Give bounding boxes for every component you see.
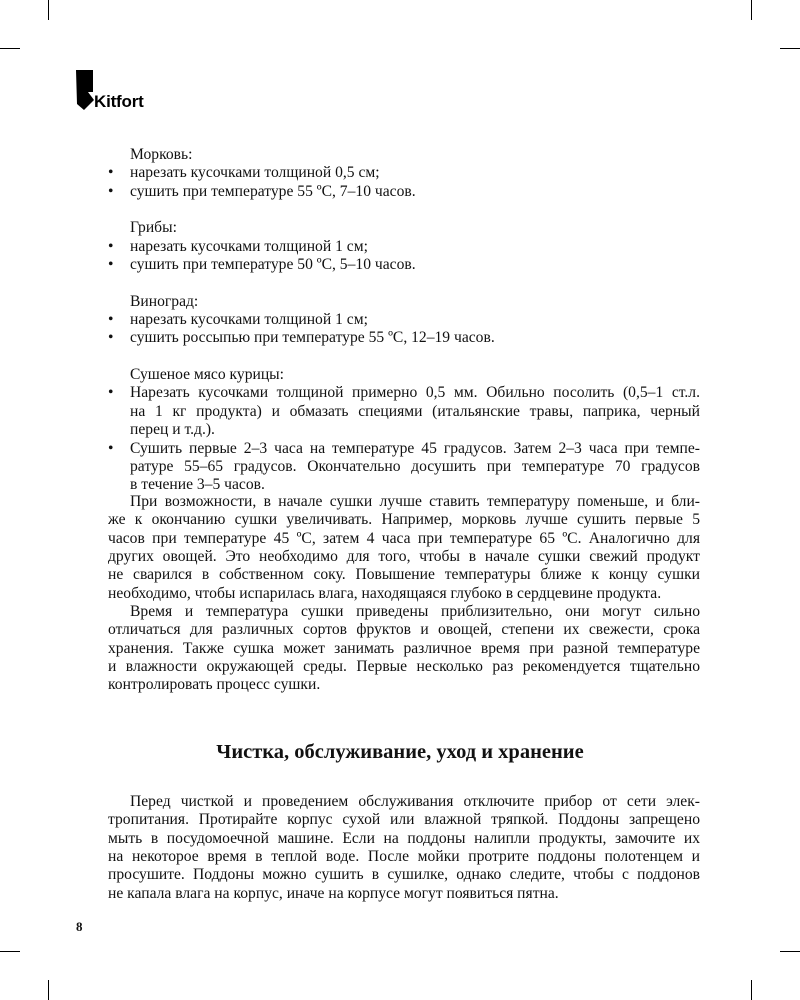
text-line: необходимо, чтобы испарилась влага, находящаяся глубоко в сердцевине продукта. <box>108 584 662 602</box>
text-line: Сушить первые 2–3 часа на температуре 45 градусов. Затем 2–3 часа при темпе- <box>130 439 700 457</box>
bullet-icon: • <box>108 384 114 402</box>
list-item <box>108 164 700 182</box>
bullet-icon: • <box>108 237 114 255</box>
list-item <box>108 384 700 439</box>
list-item <box>108 183 700 201</box>
brand-name: Kitfort <box>94 92 144 111</box>
list-item <box>108 440 700 495</box>
crop-mark <box>751 0 752 20</box>
crop-mark <box>0 951 20 952</box>
group-title: Морковь: <box>130 146 193 163</box>
text-line: на 1 кг продукта) и обмазать специями (итальянские травы, паприка, черный <box>130 402 700 420</box>
text-line: Время и температура сушки приведены приблизительно, они могут сильно <box>130 603 700 621</box>
text-line: хранения. Также сушка может занимать различное время при разной температуре <box>108 639 700 657</box>
bullet-icon: • <box>108 329 114 347</box>
text-line: При возможности, в начале сушки лучше ставить температуру поменьше, и бли- <box>130 493 700 510</box>
text-line: же к окончанию сушки увеличивать. Например, морковь лучше сушить первые 5 <box>108 511 700 529</box>
group-title: Виноград: <box>130 292 199 310</box>
section-heading: Чистка, обслуживание, уход и хранение <box>216 741 584 763</box>
text-line: нарезать кусочками толщиной 1 см; <box>130 237 368 255</box>
text-line: других овощей. Это необходимо для того, чтобы в начале сушки свежий продукт <box>108 548 700 566</box>
bullet-icon: • <box>108 256 114 274</box>
text-line: сушить при температуре 55 ºС, 7–10 часов. <box>130 182 416 200</box>
text-line: не капала влага на корпус, иначе на корпусе могут появиться пятна. <box>108 884 559 902</box>
kitfort-logo-icon <box>76 70 96 112</box>
text-line: нарезать кусочками толщиной 0,5 см; <box>130 164 380 182</box>
crop-mark <box>0 48 20 49</box>
text-line: сушить при температуре 50 ºС, 5–10 часов. <box>130 256 416 274</box>
text-line: сушить россыпью при температуре 55 ºС, 12–19 часов. <box>130 329 495 347</box>
instruction-group <box>108 219 700 274</box>
paragraph <box>108 493 700 603</box>
crop-mark <box>48 0 49 20</box>
text-line: мыть в посудомоечной машине. Если на поддоны налипли продукты, замочите их <box>108 829 700 847</box>
text-line: в течение 3–5 часов. <box>130 476 265 494</box>
crop-mark <box>780 48 800 49</box>
text-line: ратуре 55–65 градусов. Окончательно досушить при температуре 70 градусов <box>130 457 700 475</box>
paragraph <box>108 603 700 695</box>
text-line: отличаться для различных сортов фруктов и овощей, степени их свежести, срока <box>108 621 700 639</box>
crop-mark <box>751 980 752 1000</box>
list-item <box>108 329 700 347</box>
text-line: не сварился в собственном соку. Повышение температуры ближе к концу сушки <box>108 566 700 584</box>
list-item <box>108 311 700 329</box>
cleaning-paragraph <box>108 793 700 903</box>
bullet-icon: • <box>108 164 114 182</box>
crop-mark <box>780 951 800 952</box>
text-line: Нарезать кусочками толщиной примерно 0,5 мм. Обильно посолить (0,5–1 ст.л. <box>130 384 700 402</box>
list-item <box>108 238 700 256</box>
text-line: контролировать процесс сушки. <box>108 676 321 694</box>
crop-mark <box>48 980 49 1000</box>
instruction-group <box>108 293 700 348</box>
text-line: на некоторое время в теплой воде. После мойки протрите поддоны полотенцем и <box>108 848 700 866</box>
bullet-icon: • <box>108 311 114 329</box>
bullet-icon: • <box>108 182 114 200</box>
text-line: перец и т.д.). <box>130 421 215 439</box>
group-title: Сушеное мясо курицы: <box>130 366 284 384</box>
bullet-icon: • <box>108 439 114 457</box>
text-line: тропитания. Протирайте корпус сухой или влажной тряпкой. Поддоны запрещено <box>108 811 700 829</box>
text-line: и влажности окружающей среды. Первые несколько раз рекомендуется тщательно <box>108 658 700 676</box>
drying-notes <box>108 493 700 695</box>
instruction-group <box>108 146 700 201</box>
group-title: Грибы: <box>130 219 177 237</box>
list-item <box>108 256 700 274</box>
instruction-group <box>108 366 700 494</box>
text-line: нарезать кусочками толщиной 1 см; <box>130 311 368 329</box>
text-line: часов при температуре 45 ºС, затем 4 часа при температуре 65 ºС. Аналогично для <box>108 529 700 547</box>
text-line: Перед чисткой и проведением обслуживания отключите прибор от сети элек- <box>130 793 700 810</box>
text-line: просушите. Поддоны можно сушить в сушилке, однако следите, чтобы с поддонов <box>108 866 700 884</box>
drying-instructions <box>108 146 700 495</box>
page-number: 8 <box>76 919 83 934</box>
